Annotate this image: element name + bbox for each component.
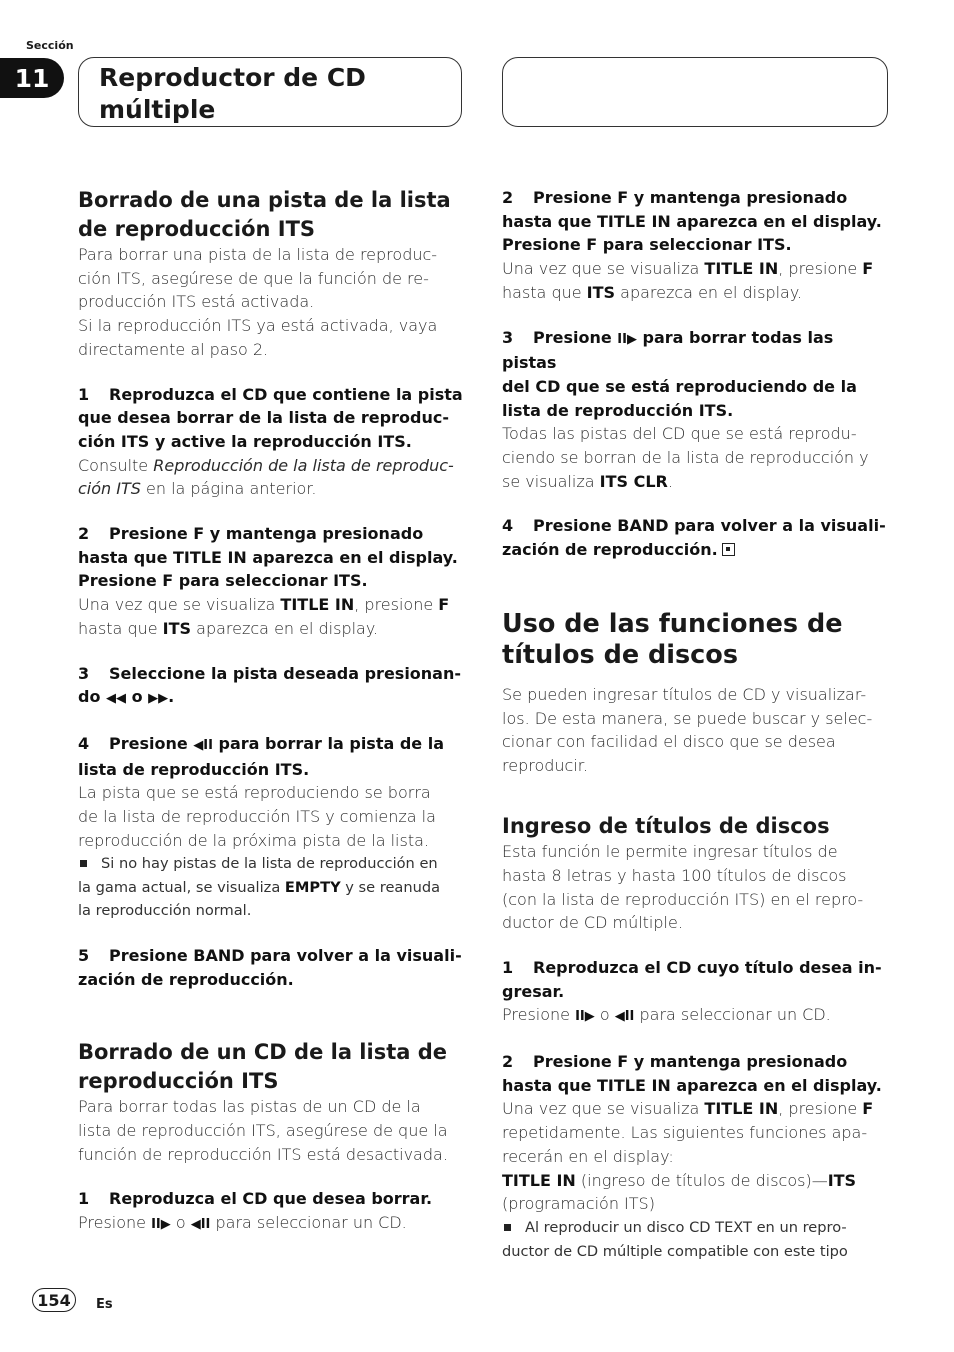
step-body: Consulte Reproducción de la lista de reproduc- ción ITS en la página anterior.: [78, 455, 454, 499]
step-heading: 5 Presione BAND para volver a la visuali- zación de reproducción.: [78, 945, 462, 989]
left-column: [78, 186, 464, 1237]
paragraph: Para borrar todas las pistas de un CD de la lista de reproducción ITS, asegúrese de que la función de reproducción ITS está desactivada.: [78, 1097, 448, 1164]
page-number: 154: [32, 1288, 76, 1312]
language-code: Es: [96, 1297, 113, 1312]
step-body: Presione II▶ o ◀II para seleccionar un CD.: [78, 1213, 407, 1233]
step-body: Una vez que se visualiza TITLE IN, presione F hasta que ITS aparezca en el display.: [502, 259, 874, 302]
section-heading: Ingreso de títulos de discos: [502, 813, 830, 838]
step-body: Una vez que se visualiza TITLE IN, presione F repetidamente. Las siguientes funciones apa- recerán en el display: TITLE IN (ingreso de títulos de discos)—ITS (programación ITS): [502, 1099, 874, 1214]
step-body: Todas las pistas del CD que se está reprodu- ciendo se borran de la lista de reproducción y se visualiza ITS CLR.: [502, 424, 869, 491]
section-number-tab: 11: [0, 58, 64, 98]
step-heading: 4 Presione BAND para volver a la visuali- zación de reproducción.: [502, 516, 886, 560]
note: Al reproducir un disco CD TEXT en un repro- ductor de CD múltiple compatible con este tipo: [502, 1219, 848, 1260]
chapter-title-line: múltiple: [99, 95, 216, 124]
next-pause-icon: II▶: [151, 1217, 171, 1233]
prev-pause-icon: ◀II: [190, 1217, 211, 1233]
end-of-section-icon: [722, 543, 735, 556]
note: Si no hay pistas de la lista de reproducción en la gama actual, se visualiza EMPTY y se reanuda la reproducción normal.: [78, 855, 441, 920]
step-heading: 1 Reproduzca el CD que contiene la pista que desea borrar de la lista de reproduc- ción ITS y active la reproducción ITS.: [78, 384, 463, 451]
step-heading: 1 Reproduzca el CD que desea borrar.: [78, 1189, 433, 1209]
next-pause-icon: II▶: [575, 1009, 595, 1025]
step-heading: 3 Seleccione la pista deseada presionan- do ◀◀ o ▶▶.: [78, 663, 462, 707]
paragraph: Para borrar una pista de la lista de reproduc- ción ITS, asegúrese de que la función de re- producción ITS está activada. Si la reproducción ITS ya está activada, vaya directamente al paso 2.: [78, 245, 438, 359]
chapter-title-line: Reproductor de CD: [99, 63, 366, 92]
major-heading: Uso de las funciones de títulos de discos: [502, 608, 843, 670]
step-heading: 2 Presione F y mantenga presionado hasta que TITLE IN aparezca en el display. Presione F para seleccionar ITS.: [502, 188, 882, 255]
step-heading: 3 Presione II▶ para borrar todas las pistas del CD que se está reproduciendo de la lista de reproducción ITS.: [502, 327, 857, 420]
blank-header-box: [502, 57, 888, 127]
bullet-square-icon: [80, 860, 87, 867]
step-heading: 2 Presione F y mantenga presionado hasta que TITLE IN aparezca en el display.: [502, 1052, 882, 1095]
step-heading: 4 Presione ◀II para borrar la pista de la lista de reproducción ITS.: [78, 733, 444, 779]
step-body: Presione II▶ o ◀II para seleccionar un CD.: [502, 1005, 831, 1025]
step-heading: 2 Presione F y mantenga presionado hasta que TITLE IN aparezca en el display. Presione F para seleccionar ITS.: [78, 524, 458, 591]
section-heading: Borrado de un CD de la lista de reproducción ITS: [78, 1040, 447, 1093]
section-label: Sección: [26, 39, 74, 52]
chapter-title-box: [78, 57, 462, 127]
right-column: [502, 186, 892, 1263]
rewind-icon: ◀◀: [106, 691, 127, 707]
step-body: La pista que se está reproduciendo se borra de la lista de reproducción ITS y comienza la reproducción de la próxima pista de la lista.: [78, 783, 436, 850]
bullet-square-icon: [504, 1224, 511, 1231]
prev-pause-icon: ◀II: [193, 737, 213, 753]
paragraph: Esta función le permite ingresar títulos de hasta 8 letras y hasta 100 títulos de discos (con la lista de reproducción ITS) en el repro- ductor de CD múltiple.: [502, 842, 864, 933]
section-heading: Borrado de una pista de la lista de reproducción ITS: [78, 188, 451, 241]
step-body: Una vez que se visualiza TITLE IN, presione F hasta que ITS aparezca en el display.: [78, 595, 450, 638]
next-pause-icon: II▶: [617, 331, 637, 347]
paragraph: Se pueden ingresar títulos de CD y visualizar- los. De esta manera, se puede buscar y selec- cionar con facilidad el disco que se desea reproducir.: [502, 684, 873, 775]
fast-forward-icon: ▶▶: [148, 691, 169, 707]
step-heading: 1 Reproduzca el CD cuyo título desea in- gresar.: [502, 957, 882, 1001]
prev-pause-icon: ◀II: [614, 1009, 635, 1025]
